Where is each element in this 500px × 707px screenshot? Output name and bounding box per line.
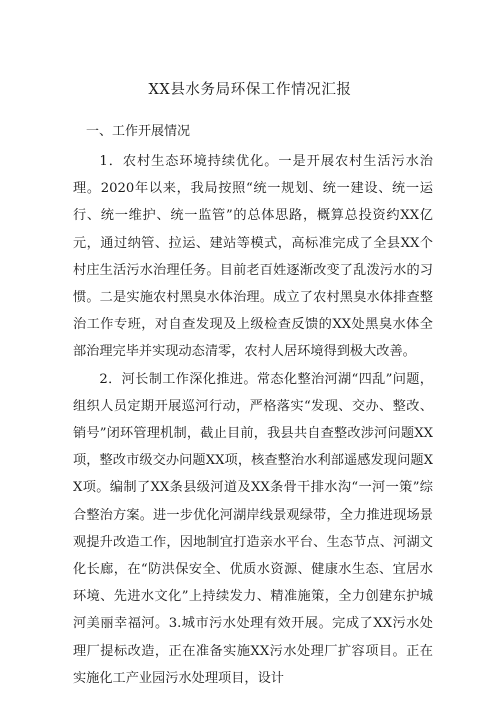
document-title: XX县水务局环保工作情况汇报 (148, 82, 352, 98)
paragraph-rural-environment: 1．农村生态环境持续优化。一是开展农村生活污水治理。2020年以来，我局按照“统一规划、统一建设、统一运行、统一维护、统一监管”的总体思路，概算总投资约XX亿元，通过纳管、拉运、建站等模式，高标准完成了全县XX个村庄生活污水治理任务。目前老百姓逐渐改变了乱泼污水的习惯。二是实施农村黑臭水体治理。成立了农村黑臭水体排查整治工作专班，对自查发现及上级检查反馈的XX处黑臭水体全部治理完毕并实现动态清零，农村人居环境得到极大改善。 (73, 154, 433, 360)
section-heading: 一、工作开展情况 (86, 124, 191, 139)
paragraph-river-chief: 2．河长制工作深化推进。常态化整治河湖“四乱”问题，组织人员定期开展巡河行动，严格落实“发现、交办、整改、销号”闭环管理机制，截止目前，我县共自查整改涉河问题XX项，整改市级交办问题XX项，核查整治水利部遥感发现问题XX项。编制了XX条县级河道及XX条骨干排水沟“一河一策”综合整治方案。进一步优化河湖岸线景观绿带，全力推进现场景观提升改造工作，因地制宜打造亲水平台、生态节点、河湖文化长廊，在“防洪保安全、优质水资源、健康水生态、宜居水环境、先进水文化”上持续发力、精准施策，全力创建东护城河美丽幸福河。3.城市污水处理有效开展。完成了XX污水处理厂提标改造，正在准备实施XX污水处理厂扩容项目。正在实施化工产业园污水处理项目，设计 (73, 371, 433, 686)
document-body (73, 148, 433, 692)
